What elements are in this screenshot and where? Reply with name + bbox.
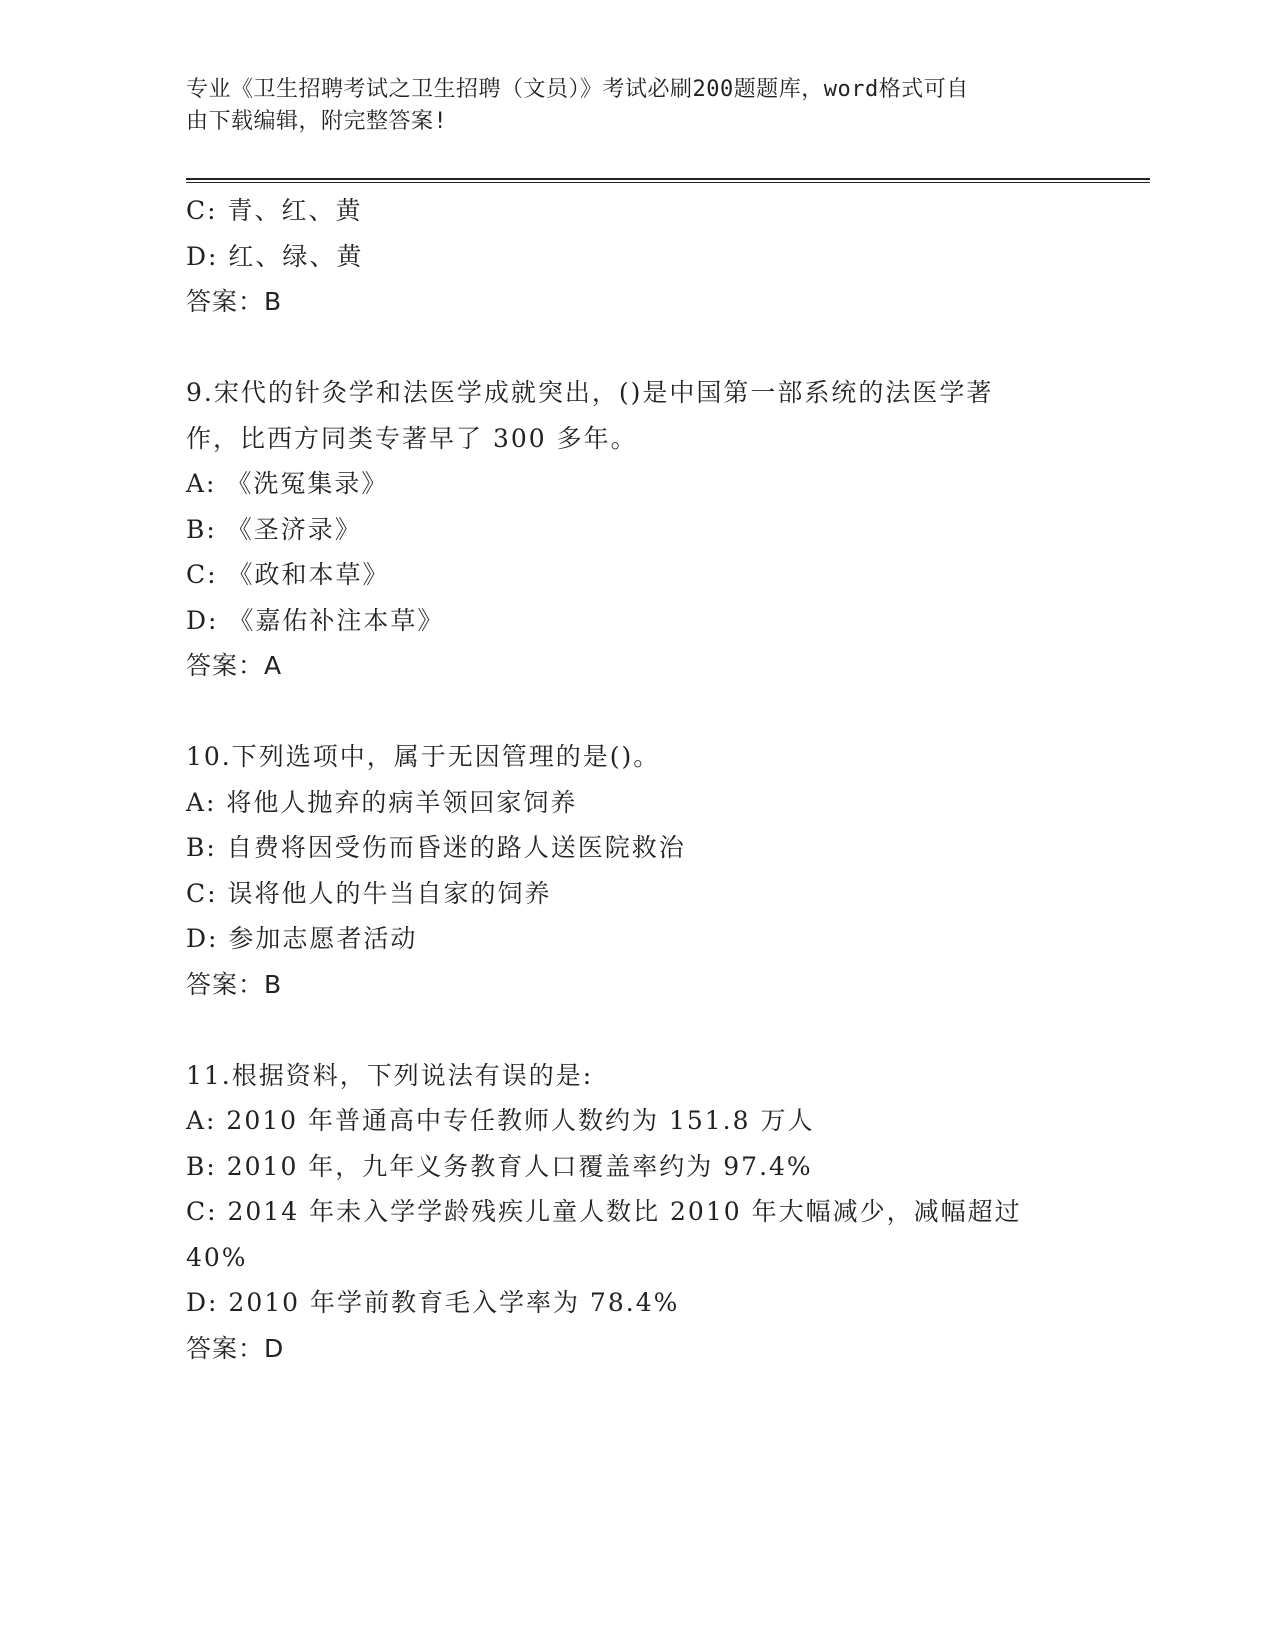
answer-line: 答案：B [186, 969, 283, 999]
page-header [186, 74, 1066, 138]
spacer [186, 689, 1086, 735]
option-a: A: 2010 年普通高中专任教师人数约为 151.8 万人 [186, 1106, 815, 1135]
question-stem: 11.根据资料，下列说法有误的是: [186, 1060, 594, 1090]
question-10-block [186, 734, 1086, 1007]
option-d: D: 参加志愿者活动 [186, 924, 418, 953]
option-b: B: 自费将因受伤而昏迷的路人送医院救治 [186, 833, 686, 862]
option-b: B: 《圣济录》 [186, 514, 362, 544]
option-a: A: 将他人抛弃的病羊领回家饲养 [186, 787, 578, 817]
option-c: C: 2014 年未入学学龄残疾儿童人数比 2010 年大幅减少，减幅超过 [186, 1197, 1022, 1226]
question-stem: 作，比西方同类专著早了 300 多年。 [186, 423, 638, 453]
header-line-1: 专业《卫生招聘考试之卫生招聘（文员）》考试必刷200题题库，word格式可自 [186, 77, 969, 102]
answer-line: 答案：B [186, 287, 283, 316]
question-stem: 10.下列选项中，属于无因管理的是()。 [186, 742, 661, 771]
option-a: A: 《洗冤集录》 [186, 469, 389, 498]
option-c: C: 误将他人的牛当自家的饲养 [186, 878, 552, 908]
question-9-block [186, 370, 1086, 689]
question-stem: 9.宋代的针灸学和法医学成就突出，()是中国第一部系统的法医学著 [186, 378, 994, 407]
spacer [186, 325, 1086, 371]
document-body [186, 188, 1086, 1371]
option-d: D: 2010 年学前教育毛入学率为 78.4% [186, 1288, 680, 1317]
option-d: D: 红、绿、黄 [186, 241, 364, 271]
answer-line: 答案：A [186, 651, 283, 680]
header-divider-thick [186, 178, 1150, 180]
spacer [186, 1007, 1086, 1053]
option-d: D: 《嘉佑补注本草》 [186, 605, 445, 635]
header-divider-thin [186, 182, 1150, 183]
question-11-block [186, 1053, 1086, 1372]
option-c-continued: 40% [186, 1242, 248, 1272]
option-c: C: 青、红、黄 [186, 196, 363, 225]
answer-line: 答案：D [186, 1333, 285, 1363]
option-b: B: 2010 年，九年义务教育人口覆盖率约为 97.4% [186, 1151, 813, 1181]
prev-question-block [186, 188, 1086, 325]
header-line-2: 由下载编辑，附完整答案! [186, 109, 448, 134]
option-c: C: 《政和本草》 [186, 560, 390, 589]
